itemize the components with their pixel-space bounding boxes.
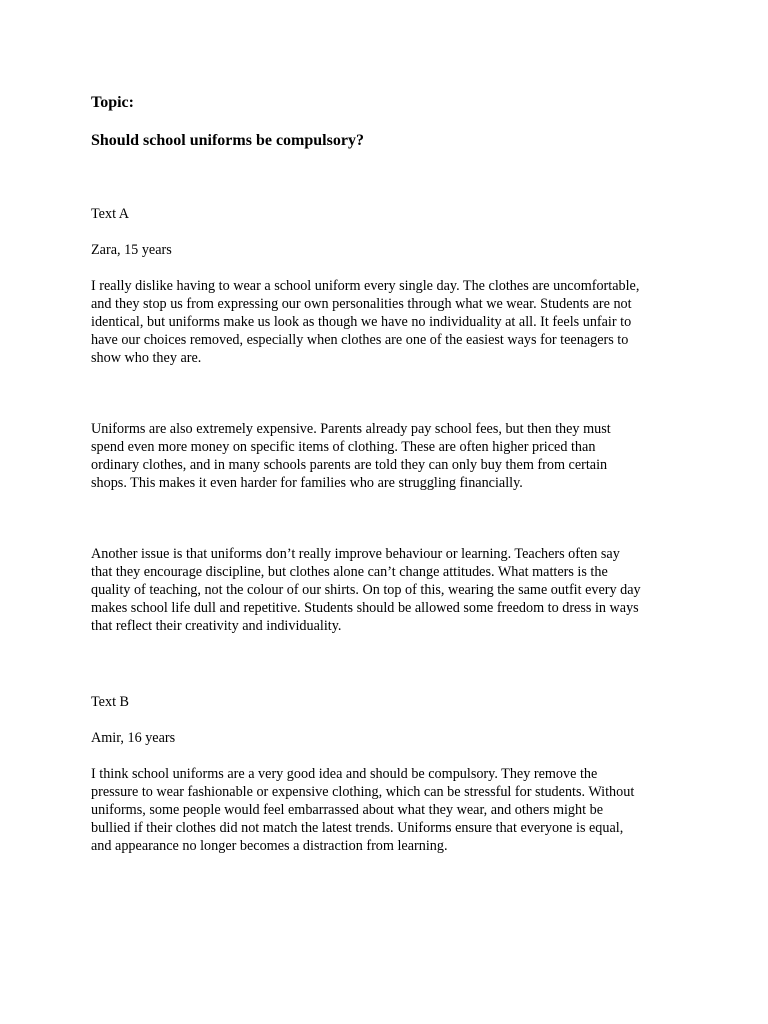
- text-line: Another issue is that uniforms don’t really improve behaviour or learning. Teachers often say: [91, 546, 620, 562]
- text-line: uniforms, some people would feel embarrassed about what they wear, and others might be: [91, 802, 604, 818]
- text-line: I think school uniforms are a very good idea and should be compulsory. They remove the: [91, 766, 598, 782]
- text-line: and appearance no longer becomes a distraction from learning.: [91, 838, 448, 854]
- text-line: quality of teaching, not the colour of our shirts. On top of this, wearing the same outfit every day: [91, 582, 641, 598]
- text-line: identical, but uniforms make us look as though we have no individuality at all. It feels unfair to: [91, 314, 632, 330]
- text-line: spend even more money on specific items of clothing. These are often higher priced than: [91, 439, 596, 455]
- topic-label: Topic:: [91, 94, 134, 111]
- text-line: have our choices removed, especially when clothes are one of the easiest ways for teenagers to: [91, 332, 629, 348]
- text-a-paragraph-2: [91, 420, 683, 492]
- text-line: shops. This makes it even harder for families who are struggling financially.: [91, 475, 523, 491]
- text-line: Uniforms are also extremely expensive. Parents already pay school fees, but then they must: [91, 421, 611, 437]
- topic-question: Should school uniforms be compulsory?: [91, 132, 364, 149]
- text-line: pressure to wear fashionable or expensive clothing, which can be stressful for students. Without: [91, 784, 635, 800]
- text-line: and they stop us from expressing our own personalities through what we wear. Students are not: [91, 296, 632, 312]
- text-b-author: Amir, 16 years: [91, 730, 176, 746]
- text-b-paragraph-1: [91, 765, 683, 855]
- text-line: ordinary clothes, and in many schools parents are told they can only buy them from certain: [91, 457, 608, 473]
- text-a-paragraph-1: [91, 277, 683, 367]
- text-line: show who they are.: [91, 350, 202, 366]
- text-line: that reflect their creativity and individuality.: [91, 618, 342, 634]
- text-line: I really dislike having to wear a school uniform every single day. The clothes are uncomfortable,: [91, 278, 640, 294]
- text-a-label: Text A: [91, 206, 130, 222]
- text-line: bullied if their clothes did not match the latest trends. Uniforms ensure that everyone is equal,: [91, 820, 624, 836]
- text-a-author: Zara, 15 years: [91, 242, 172, 258]
- text-a-paragraph-3: [91, 545, 683, 635]
- text-line: makes school life dull and repetitive. Students should be allowed some freedom to dress in ways: [91, 600, 639, 616]
- text-line: that they encourage discipline, but clothes alone can’t change attitudes. What matters is the: [91, 564, 608, 580]
- text-b-label: Text B: [91, 694, 130, 710]
